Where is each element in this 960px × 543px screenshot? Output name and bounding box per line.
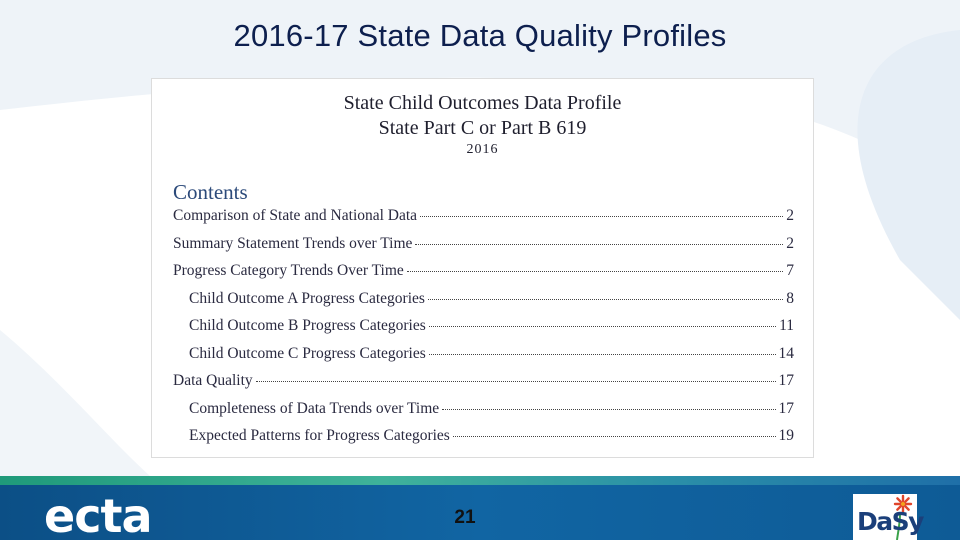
toc-entry-page: 19	[778, 427, 794, 444]
toc-entry-label: Child Outcome A Progress Categories	[189, 289, 425, 307]
toc-subentry[interactable]	[173, 345, 794, 373]
toc-entry-label: Progress Category Trends Over Time	[173, 262, 404, 279]
toc-entry-page: 2	[786, 207, 794, 224]
toc-leader-dots	[429, 326, 776, 327]
toc-entry-label: Comparison of State and National Data	[173, 207, 418, 224]
toc-entry-label: Child Outcome B Progress Categories	[189, 317, 426, 334]
toc-entry-page: 7	[786, 262, 794, 279]
toc-subentry[interactable]	[173, 427, 794, 455]
toc-entry-label: Summary Statement Trends over Time	[173, 234, 413, 252]
contents-heading: Contents	[173, 180, 248, 204]
toc-subentry[interactable]	[173, 400, 794, 428]
toc-entry-label: Data Quality	[173, 372, 253, 389]
toc-subentry[interactable]	[173, 290, 794, 318]
toc-entry-page: 2	[786, 234, 794, 252]
table-of-contents	[173, 207, 794, 455]
toc-entry[interactable]	[173, 207, 794, 235]
ecta-logo: ecta	[44, 489, 152, 543]
toc-entry-label: Child Outcome C Progress Categories	[189, 344, 426, 362]
toc-entry[interactable]	[173, 262, 794, 290]
toc-entry-label: Expected Patterns for Progress Categories	[189, 427, 450, 444]
document-title	[152, 91, 813, 141]
toc-leader-dots	[256, 381, 776, 382]
toc-leader-dots	[442, 409, 775, 410]
toc-leader-dots	[420, 216, 783, 217]
toc-entry[interactable]	[173, 372, 794, 400]
toc-entry-page: 17	[778, 399, 794, 417]
slide-page-number: 21	[454, 507, 476, 528]
toc-subentry[interactable]	[173, 317, 794, 345]
document-page	[151, 78, 814, 458]
footer-accent-line	[0, 476, 960, 485]
document-year: 2016	[466, 142, 499, 157]
toc-leader-dots	[453, 436, 776, 437]
toc-leader-dots	[429, 354, 776, 355]
toc-leader-dots	[407, 271, 783, 272]
dasy-logo-text: DaSy	[857, 507, 923, 536]
document-title-line2: State Part C or Part B 619	[378, 117, 587, 139]
toc-entry-page: 14	[778, 344, 794, 362]
toc-entry-page: 17	[778, 372, 794, 389]
dasy-logo	[853, 494, 923, 540]
toc-leader-dots	[415, 244, 783, 245]
toc-leader-dots	[428, 299, 783, 300]
toc-entry[interactable]	[173, 235, 794, 263]
toc-entry-page: 8	[786, 289, 794, 307]
slide-title: 2016-17 State Data Quality Profiles	[233, 18, 727, 53]
toc-entry-page: 11	[779, 317, 794, 334]
toc-entry-label: Completeness of Data Trends over Time	[189, 399, 440, 417]
document-title-line1: State Child Outcomes Data Profile	[343, 92, 622, 114]
